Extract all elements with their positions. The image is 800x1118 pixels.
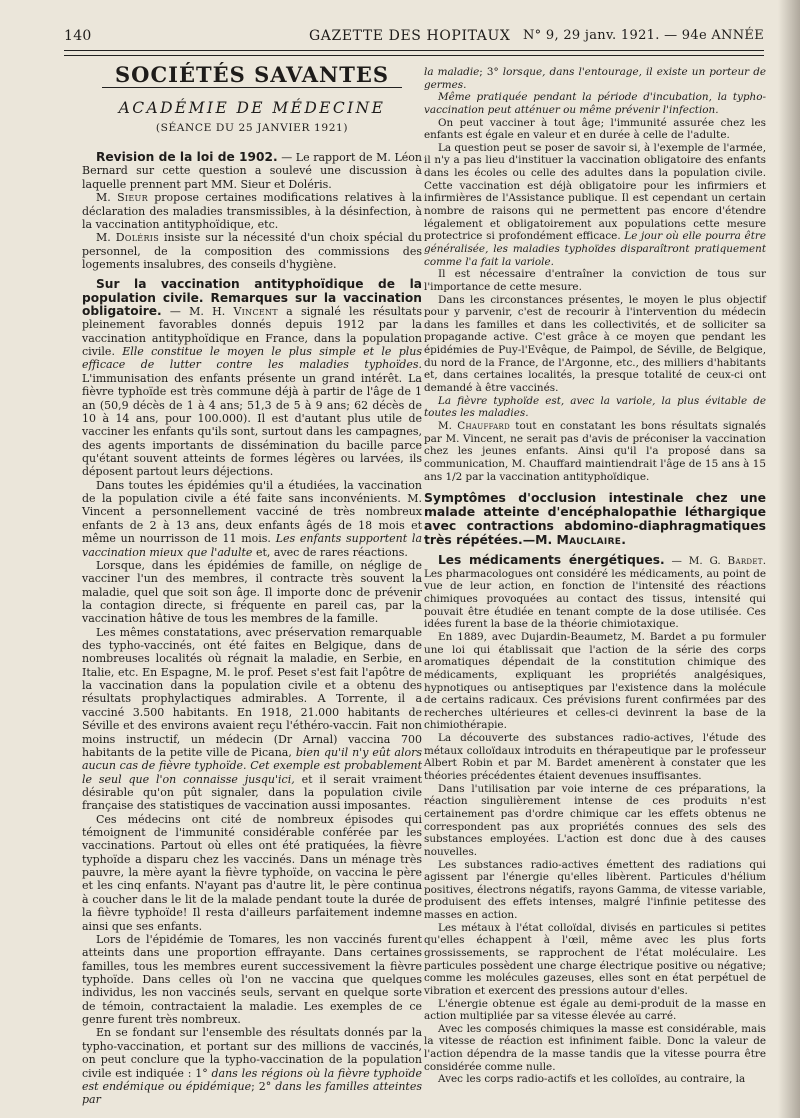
paragraph: Avec les composés chimiques la masse est considérable, mais la vitesse de réaction est infiniment faible. Donc la valeur de l'action dépendra de la masse tandis que la vitesse pourra être considérée comme nulle. bbox=[424, 1022, 766, 1073]
paragraph: M. Chauffard tout en constatant les bons résultats signalés par M. Vincent, ne serait pas d'avis de préconiser la vaccination chez les jeunes enfants. Ainsi qu'il l'a proposé dans sa communication, M. Chauffard maintiendrait l'âge de 15 ans à 15 ans 1/2 par la vaccination antityphoïdique. bbox=[424, 419, 767, 483]
article-occlusion: Symptômes d'occlusion intestinale chez une malade atteinte d'encéphalopathie léthargique avec contractions abdomino-diaphragmatiques très répétées.—M. Mauclaire. bbox=[424, 490, 766, 548]
article-heading: Revision de la loi de 1902. bbox=[96, 150, 278, 165]
paragraph: La question peut se poser de savoir si, à l'exemple de l'armée, il n'y a pas lieu d'instituer la vaccination obligatoire des enfants dans les écoles ou celle des adultes dans la population civile. Cette vaccination est déjà obligatoire pour les infirmiers et infirmières de l'Assistance publique. Il est cependant un certain nombre de raisons qui ne permettent pas encore d'étendre légalement et obligatoirement aux populations cette mesure protectrice si profondément efficace. Le jour où elle pourra être généralisée, les maladies typhoïdes disparaîtront pratiquement comme l'a fait la variole. bbox=[424, 141, 767, 268]
paragraph: L'énergie obtenue est égale au demi-produit de la masse en action multipliée par sa vitesse élevée au carré. bbox=[424, 997, 766, 1023]
paragraph: Dans les circonstances présentes, le moyen le plus objectif pour y parvenir, c'est de recourir à l'intervention du médecin dans les familles et dans les collectivités, et de solliciter sa propagande active. C'est grâce à ce moyen que pendant les épidémies de Puy-l'Evêque, de Paimpol, de Séville, de Belgique, du nord de la France, de l'Argonne, etc., des milliers d'habitants et, dans certaines localités, la presque totalité de ceux-ci ont demandé à être vaccinés. bbox=[424, 293, 766, 395]
paragraph: On peut vacciner à tout âge; l'immunité assurée chez les enfants est égale en valeur et en durée à celle de l'adulte. bbox=[424, 116, 766, 142]
left-column bbox=[82, 62, 423, 1107]
seance-date: (SÉANCE DU 25 JANVIER 1921) bbox=[155, 121, 349, 134]
page-number: 140 bbox=[64, 28, 92, 44]
paragraph: Lorsque, dans les épidémies de famille, on néglige de vacciner l'un des membres, il contracte très souvent la maladie, quel que soit son âge. Il importe donc de prévenir la contagion directe, si fréquente en pareil cas, par la vaccination hâtive de tous les membres de la famille. bbox=[82, 558, 422, 626]
author-name: Chauffard bbox=[457, 419, 511, 432]
paragraph: Dans l'utilisation par voie interne de ces préparations, la réaction singulièrement intense de ces produits n'est certainement pas d'ordre chimique car les effets obtenus ne correspondent pas aux propriétés connues des sels des substances employées. L'action est donc due à des causes nouvelles. bbox=[424, 782, 766, 858]
article-heading: Les médicaments énergétiques. bbox=[438, 553, 665, 568]
paragraph: M. Sieur propose certaines modifications relatives à la déclaration des maladies transmissibles, à la désinfection, à la vaccination antityphoïdique, etc. bbox=[82, 191, 422, 231]
section-rule bbox=[102, 87, 402, 88]
author-name: Vincent bbox=[233, 305, 278, 319]
article-medicaments: Les médicaments énergétiques. — M. G. Bardet. Les pharmacologues ont considéré les médicaments, au point de vue de leur action, en fonction de l'intensité des réactions chimiques provoquées au contact des tissus, intensité qui pouvait être étudiée en tenant compte de la dose utilisée. Ces idées furent la base de la théorie chimiotaxique. bbox=[424, 553, 767, 631]
issue-info: N° 9, 29 janv. 1921. — 94e ANNÉE bbox=[522, 28, 764, 43]
paragraph: Les métaux à l'état colloïdal, divisés en particules si petites qu'elles échappent à l'œil, même avec les plus forts grossissements, se rapprochent de l'état moléculaire. Les particules possèdent une charge électrique positive ou négative; comme les molécules gazeuses, elles sont en état perpétuel de vibration et exercent des pressions autour d'elles. bbox=[424, 921, 766, 997]
paragraph: Les mêmes constatations, avec préservation remarquable des typho-vaccinés, ont été faites en Belgique, dans de nombreuses localités où régnait la maladie, en Serbie, en Italie, etc. En Espagne, M. le prof. Peset s'est fait l'apôtre de la vaccination dans la population civile et a obtenu des résultats prophylactiques admirables. A Torrente, il a vacciné 3.500 habitants. En 1918, 21.000 habitants de Séville et des environs avaient reçu l'éthéro-vaccin. Fait non moins instructif, un médecin (Dr Arnal) vaccina 700 habitants de la petite ville de Picana, bien qu'il n'y eût alors aucun cas de fièvre typhoïde. Cet exemple est probablement le seul que l'on connaisse jusqu'ici, et il serait vraiment désirable qu'on pût signaler, dans la population civile française des statistiques de vaccination aussi imposantes. bbox=[82, 625, 423, 813]
author-name: Mauclaire bbox=[556, 532, 622, 548]
author-name: Sieur bbox=[117, 191, 148, 205]
journal-title: GAZETTE DES HOPITAUX bbox=[309, 28, 511, 44]
academy-title: ACADÉMIE DE MÉDECINE bbox=[118, 99, 386, 118]
paragraph: Lors de l'épidémie de Tomares, les non vaccinés furent atteints dans une proportion effrayante. Dans certaines familles, tous les membres eurent successivement la fièvre typhoïde. Dans celles où l'on ne vaccina que quelques individus, les non vaccinés seuls, servant en quelque sorte de témoin, contractaient la maladie. Les exemples de ce genre furent très nombreux. bbox=[82, 932, 422, 1027]
right-column bbox=[424, 66, 766, 1086]
paragraph: En 1889, avec Dujardin-Beaumetz, M. Bardet a pu formuler une loi qui établissait que l'action de la série des corps aromatiques dépendait de la constitution chimique des médicaments, expliquant les propriétés analgésiques, hypnotiques ou antiseptiques par l'existence dans la molécule de certains radicaux. Ces prévisions furent confirmées par des recherches ultérieures et celles-ci devinrent la base de la chimiothérapie. bbox=[424, 630, 766, 732]
article-heading: Sur la vaccination antityphoïdique de la population civile. Remarques sur la vaccination obligatoire. bbox=[82, 277, 422, 319]
paragraph: Les substances radio-actives émettent des radiations qui agissent par l'énergie qu'elles libèrent. Particules d'hélium positives, électrons négatifs, rayons Gamma, de vitesse variable, produisent des effets intenses, malgré l'infinie petitesse des masses en action. bbox=[424, 858, 766, 922]
paragraph: la maladie; 3° lorsque, dans l'entourage, il existe un porteur de germes. bbox=[424, 66, 766, 91]
paragraph: En se fondant sur l'ensemble des résultats donnés par la typho-vaccination, et portant sur des millions de vaccinés, on peut conclure que la typho-vaccination de la population civile est indiquée : 1° dans les régions où la fièvre typhoïde est endémique ou épidémique; 2° dans les familles atteintes par bbox=[82, 1026, 422, 1107]
paragraph: Ces médecins ont cité de nombreux épisodes qui témoignent de l'immunité considérable conférée par les vaccinations. Partout où elles ont été pratiquées, la fièvre typhoïde a disparu chez les vaccinés. Dans un ménage très pauvre, la mère ayant la fièvre typhoïde, on vaccina le père et les cinq enfants. N'ayant pas d'autre lit, le père continua à coucher dans le lit de la malade pendant toute la durée de la fièvre typhoïde! Il resta d'ailleurs parfaitement indemne ainsi que ses enfants. bbox=[82, 812, 422, 933]
article-vaccination: Sur la vaccination antityphoïdique de la population civile. Remarques sur la vaccination obligatoire. — M. H. Vincent a signalé les résultats pleinement favorables donnés depuis 1912 par la vaccination antityphoïdique en France, dans la population civile. Elle constitue le moyen le plus simple et le plus efficace de lutter contre les maladies typhoïdes. L'immunisation des enfants présente un grand intérêt. La fièvre typhoïde est très commune déjà à partir de l'âge de 1 an (50,9 décès de 1 à 4 ans; 51,3 de 5 à 9 ans; 62 décès de 10 à 14 ans, pour 100.000). Il est d'autant plus utile de vacciner les enfants qu'ils sont, surtout dans les campagnes, des agents importants de dissémination du bacille parce qu'étant souvent atteints de formes légères ou larvées, ils déposent partout leurs déjections. bbox=[82, 277, 423, 479]
paragraph: Même pratiquée pendant la période d'incubation, la typho-vaccination peut atténuer ou même prévenir l'infection. bbox=[424, 91, 766, 116]
paragraph: La découverte des substances radio-actives, l'étude des métaux colloïdaux introduits en thérapeutique par le professeur Albert Robin et par M. Bardet amenèrent à constater que les théories précédentes étaient devenues insuffisantes. bbox=[424, 732, 766, 783]
section-title: SOCIÉTÉS SAVANTES bbox=[115, 62, 389, 87]
paragraph: M. Doléris insiste sur la nécessité d'un choix spécial du personnel, de la composition des commissions des logements insalubres, des conseils d'hygiène. bbox=[82, 231, 422, 271]
author-name: Bardet bbox=[727, 555, 763, 568]
paragraph: Dans toutes les épidémies qu'il a étudiées, la vaccination de la population civile a été faite sans inconvénients. M. Vincent a personnellement vacciné de très nombreux enfants de 2 à 13 ans, deux enfants âgés de 18 mois et même un nourrisson de 11 mois. Les enfants supportent la vaccination mieux que l'adulte et, avec de rares réactions. bbox=[82, 478, 422, 559]
author-name: Doléris bbox=[115, 231, 160, 245]
header-rule bbox=[64, 50, 764, 56]
paragraph: La fièvre typhoïde est, avec la variole, la plus évitable de toutes les maladies. bbox=[424, 394, 766, 420]
article-loi-1902: Revision de la loi de 1902. — Le rapport de M. Léon Bernard sur cette question a soulevé une discussion à laquelle prennent part MM. Sieur et Doléris. bbox=[82, 150, 422, 191]
paragraph: Il est nécessaire d'entraîner la conviction de tous sur l'importance de cette mesure. bbox=[424, 268, 766, 293]
page-header bbox=[64, 28, 764, 48]
article-heading: Symptômes d'occlusion intestinale chez une malade atteinte d'encéphalopathie léthargique avec contractions abdomino-diaphragmatiques très répétées. bbox=[424, 490, 766, 548]
paragraph: Avec les corps radio-actifs et les colloïdes, au contraire, la bbox=[438, 1073, 746, 1086]
